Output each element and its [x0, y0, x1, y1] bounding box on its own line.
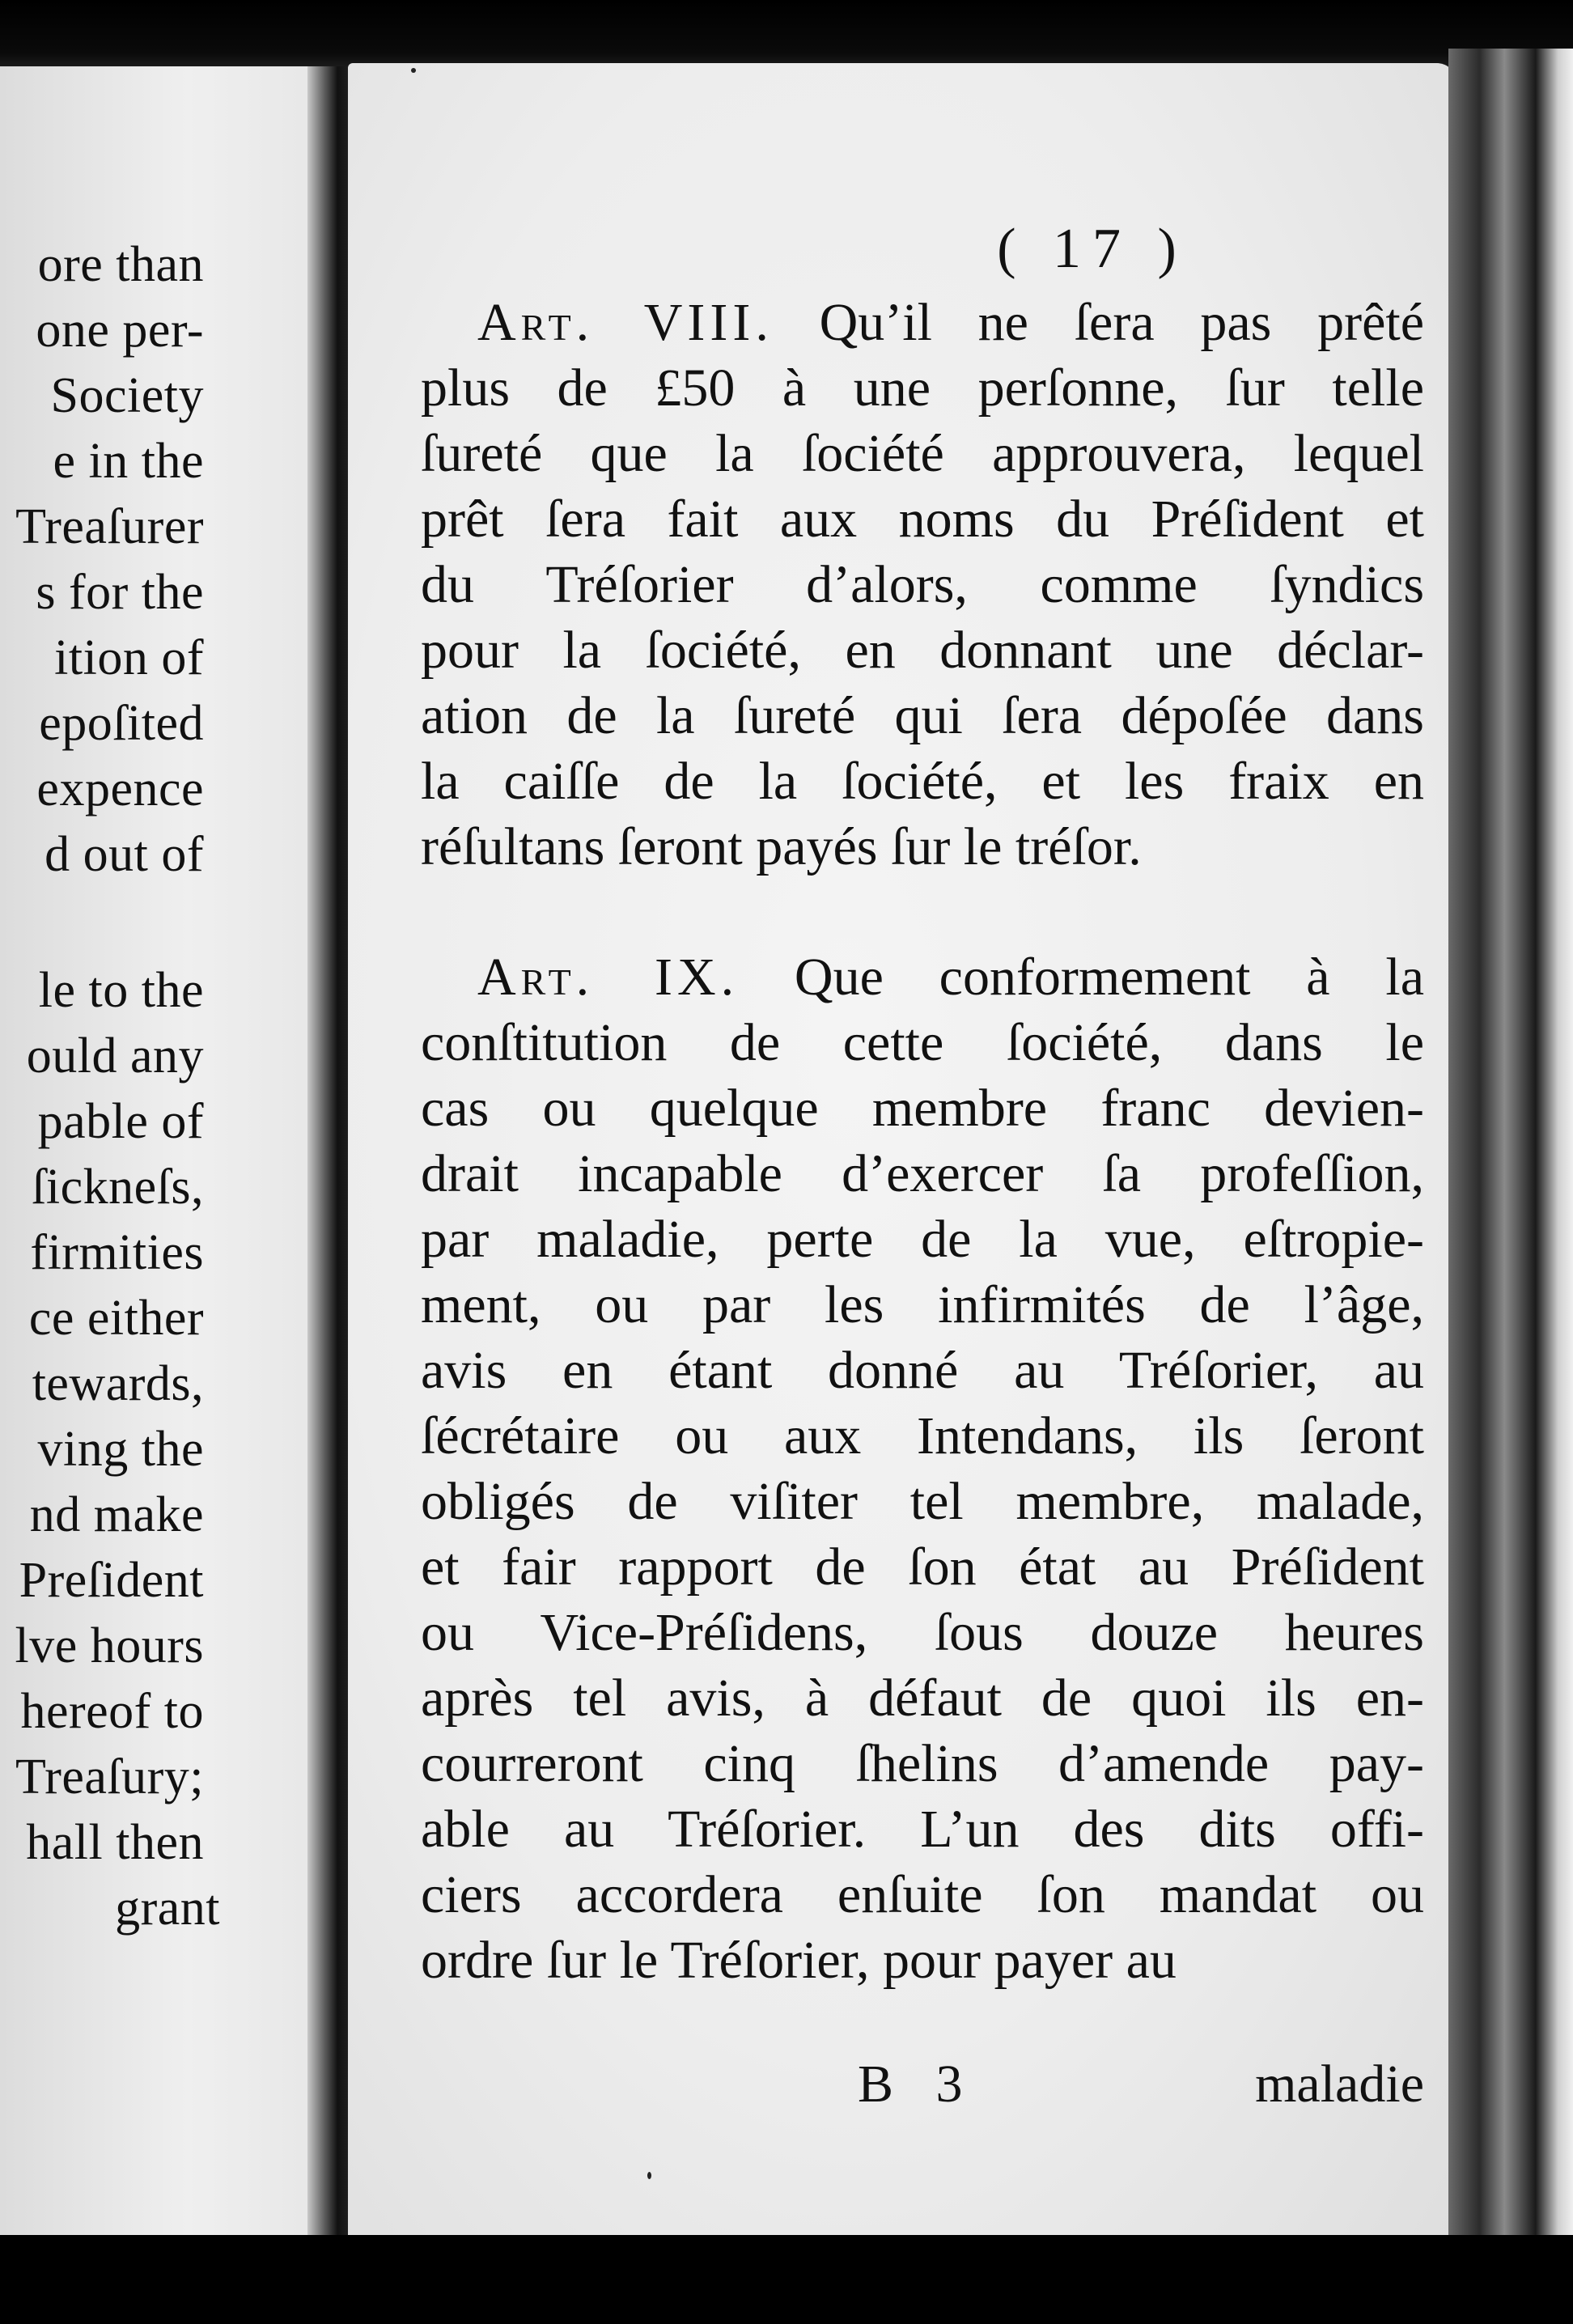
text-line: par maladie, perte de la vue, eſtropie-	[421, 1210, 1424, 1269]
left-page	[0, 66, 340, 2235]
text-line: ou Vice-Préſidens, ſous douze heures	[421, 1603, 1424, 1662]
text-line: ciers accordera enſuite ſon mandat ou	[421, 1865, 1424, 1924]
signature-mark: B 3	[858, 2055, 977, 2114]
left-page-line: expence	[36, 761, 204, 816]
top-shadow	[0, 0, 1573, 66]
article-heading: Art. VIII.	[477, 293, 774, 352]
text-line: drait incapable d’exercer ſa profeſſion,	[421, 1144, 1424, 1203]
text-line: du Tréſorier d’alors, comme ſyndics	[421, 555, 1424, 614]
left-page-line: pable of	[37, 1094, 204, 1149]
text-line: plus de £50 à une perſonne, ſur telle	[421, 358, 1424, 418]
text-line	[421, 944, 1424, 1010]
text-line	[421, 290, 1424, 355]
text-line: conſtitution de cette ſociété, dans le	[421, 1013, 1424, 1072]
left-page-line: tewards,	[32, 1356, 204, 1411]
text-line: cas ou quelque membre franc devien-	[421, 1079, 1424, 1138]
left-page-line: d out of	[45, 827, 204, 882]
text-line: ſécrétaire ou aux Intendans, ils ſeront	[421, 1406, 1424, 1465]
text-line: able au Tréſorier. L’un des dits offi-	[421, 1800, 1424, 1859]
left-page-line: ore than	[37, 237, 204, 292]
article-heading: Art. IX.	[477, 948, 740, 1007]
text-line: la caiſſe de la ſociété, et les fraix en	[421, 752, 1424, 811]
left-page-line: s for the	[36, 565, 204, 620]
left-page-line: e in the	[53, 434, 204, 489]
left-page-line: ce either	[28, 1291, 204, 1346]
left-page-line: Treaſurer	[15, 499, 204, 554]
left-page-line: ould any	[26, 1028, 204, 1084]
catchword: maladie	[1255, 2055, 1424, 2114]
text-line: ment, ou par les infirmités de l’âge,	[421, 1275, 1424, 1334]
article-text: Qu’il ne ſera pas prêté	[773, 293, 1424, 352]
text-line: pour la ſociété, en donnant une déclar-	[421, 621, 1424, 680]
paper-speck	[411, 68, 416, 73]
left-page-line: hall then	[26, 1815, 204, 1870]
text-line: et fair rapport de ſon état au Préſident	[421, 1537, 1424, 1597]
page-footer	[421, 2054, 1424, 2127]
left-page-line: ition of	[54, 630, 204, 685]
left-page-line: nd make	[29, 1487, 204, 1542]
left-page-line: grant	[115, 1881, 220, 1936]
left-page-line: epoſited	[39, 696, 204, 751]
left-page-line: lve hours	[15, 1618, 204, 1673]
left-page-text	[0, 66, 340, 2235]
text-line: réſultans ſeront payés ſur le tréſor.	[421, 817, 1142, 876]
left-page-line: hereof to	[20, 1684, 204, 1739]
page-body	[421, 290, 1424, 1993]
left-page-line: Treaſury;	[15, 1749, 204, 1804]
text-line: obligés de viſiter tel membre, malade,	[421, 1472, 1424, 1531]
article-text: Que conformement à la	[739, 948, 1425, 1007]
paper-speck	[647, 2172, 651, 2179]
right-page	[348, 63, 1456, 2240]
left-page-line: Preſident	[19, 1553, 204, 1608]
text-line: prêt ſera fait aux noms du Préſident et	[421, 490, 1424, 549]
text-line: ation de la ſureté qui ſera dépoſée dans	[421, 686, 1424, 745]
article-9	[421, 944, 1424, 1993]
left-page-line: one per-	[36, 303, 204, 358]
left-page-line: firmities	[30, 1225, 204, 1280]
bottom-shadow	[0, 2235, 1573, 2324]
left-page-line: Society	[50, 368, 204, 423]
left-page-line: ving the	[37, 1422, 204, 1477]
article-8	[421, 290, 1424, 880]
page-number: ( 17 )	[997, 218, 1188, 280]
page-edges	[1448, 49, 1573, 2258]
text-line: avis en étant donné au Tréſorier, au	[421, 1341, 1424, 1400]
text-line: courreront cinq ſhelins d’amende pay-	[421, 1734, 1424, 1793]
text-line: ſureté que la ſociété approuvera, lequel	[421, 424, 1424, 483]
text-line: après tel avis, à défaut de quoi ils en-	[421, 1669, 1424, 1728]
left-page-line: ſickneſs,	[32, 1160, 204, 1215]
text-line: ordre ſur le Tréſorier, pour payer au	[421, 1931, 1177, 1990]
left-page-line: le to the	[38, 963, 204, 1018]
